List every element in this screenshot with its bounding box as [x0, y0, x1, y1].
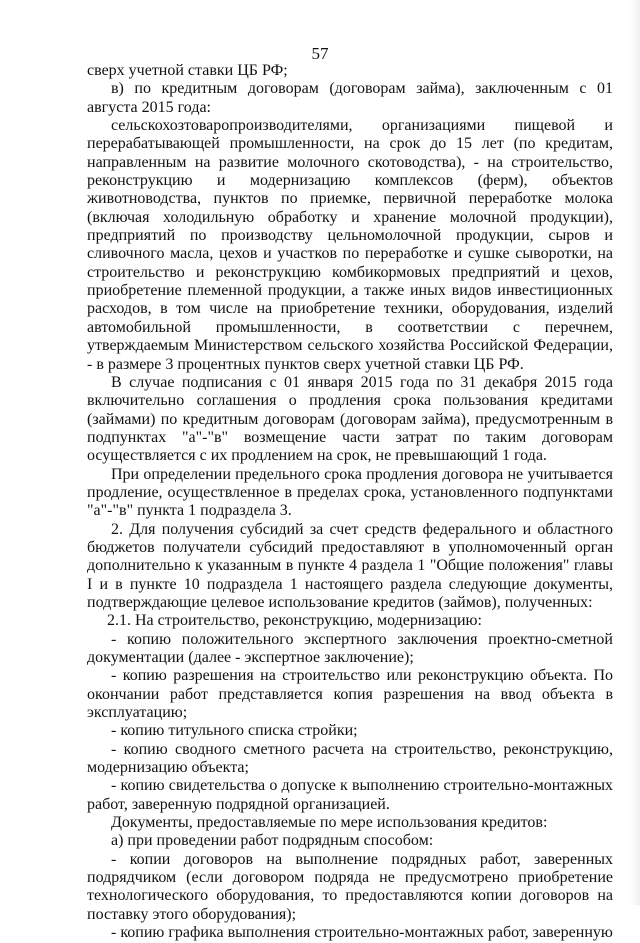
- list-item-title-list: - копию титульного списка стройки;: [111, 722, 358, 740]
- scan-edge-shadow: [630, 0, 640, 905]
- paragraph-construction-heading: 2.1. На строительство, реконструкцию, модернизацию:: [107, 612, 482, 630]
- document-body: [87, 62, 613, 943]
- paragraph-required-documents: 2. Для получения субсидий за счет средств федерального и областного бюджетов получатели субсидий предоставляют в уполномоченный орган дополнительно к указанным в пункте 4 раздела 1 "Общие положения" главы I и в пункте 10 подраздела 1 настоящего раздела следующие документы, подтверждающие целевое использование кредитов (займов), полученных:: [87, 520, 613, 611]
- paragraph-documents-by-use: Документы, предоставляемые по мере использования кредитов:: [111, 814, 548, 832]
- page-number: 57: [311, 44, 329, 63]
- list-item-admission-certificate: - копию свидетельства о допуске к выполнению строительно-монтажных работ, заверенную подрядной организацией.: [87, 777, 613, 813]
- list-item-estimate: - копию сводного сметного расчета на строительство, реконструкцию, модернизацию объекта;: [87, 740, 613, 777]
- list-item-contract-copies: - копии договоров на выполнение подрядных работ, заверенных подрядчиком (если договором подряда не предусмотрено приобретение технологического оборудования, то предоставляются копии договоров на поставку этого оборудования);: [87, 850, 613, 923]
- paragraph-rate-continuation: сверх учетной ставки ЦБ РФ;: [87, 62, 288, 79]
- paragraph-prolongation-term: При определении предельного срока продления договора не учитывается продление, осуществленное в пределах срока, установленного подпунктами "а"-"в" пункта 1 подраздела 3.: [87, 465, 613, 520]
- paragraph-contract-method: а) при проведении работ подрядным способом:: [111, 832, 434, 850]
- paragraph-prolongation-2015: В случае подписания с 01 января 2015 года по 31 декабря 2015 года включительно соглашения о продления срока пользования кредитами (займами) по кредитным договорам (договорам займа), предусмотренным в подпунктах "а"-"в" возмещение части затрат по таким договорам осуществляется с их продлением на срок, не превышающий 1 года.: [87, 373, 613, 465]
- list-item-expert-conclusion: - копию положительного экспертного заключения проектно-сметной документации (далее - экспертное заключение);: [87, 630, 613, 666]
- paragraph-subpoint-v: в) по кредитным договорам (договорам займа), заключенным с 01 августа 2015 года:: [87, 80, 613, 116]
- paragraph-borrowers-list: сельскохозтоваропроизводителями, организациями пищевой и перерабатывающей промышленности, на срок до 15 лет (по кредитам, направленным на развитие молочного скотоводства), - на строительство, реконструкцию и модернизацию комплексов (ферм), объектов животноводства, пунктов по приемке, первичной переработке молока (включая холодильную обработку и хранение молочной продукции), предприятий по производству цельномолочной продукции, сыров и сливочного масла, цехов и участков по переработке и сушке сыворотки, на строительство и реконструкцию комбикормовых предприятий и цехов, приобретение племенной продукции, а также иных видов инвестиционных расходов, в том числе на приобретение техники, оборудования, изделий автомобильной промышленности, в соответствии с перечнем, утверждаемым Министерством сельского хозяйства Российской Федерации, - в размере 3 процентных пунктов сверх учетной ставки ЦБ РФ.: [87, 117, 613, 373]
- list-item-construction-permit: - копию разрешения на строительство или реконструкцию объекта. По окончании работ представляется копия разрешения на ввод объекта в эксплуатацию;: [87, 667, 613, 722]
- list-item-work-schedule: - копию графика выполнения строительно-монтажных работ, заверенную: [111, 924, 613, 942]
